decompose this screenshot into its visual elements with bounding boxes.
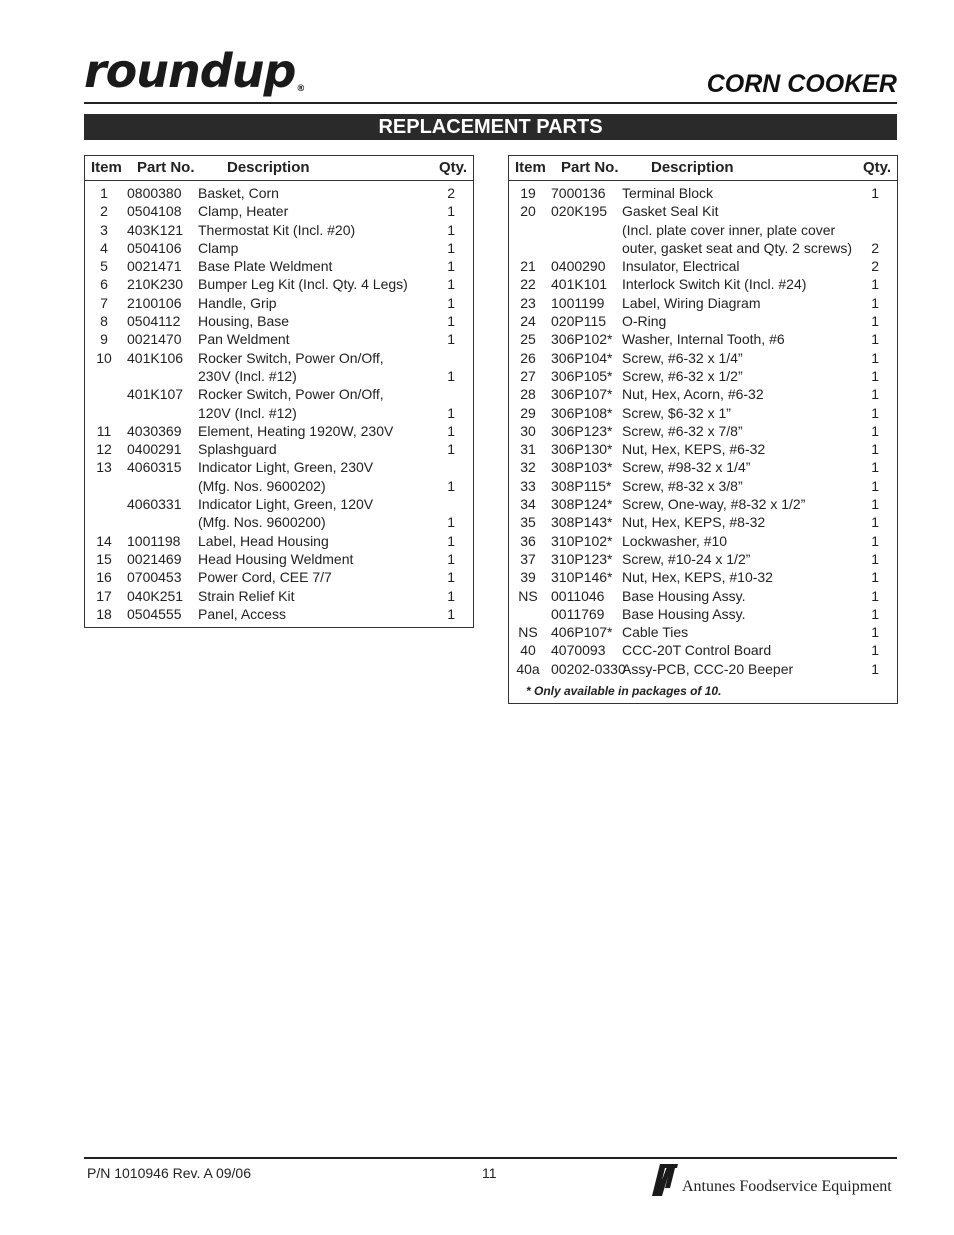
row-part-no: 1001198 [127,532,181,549]
header-qty: Qty. [438,159,467,176]
row-qty: 1 [871,276,879,293]
table-row [509,404,897,422]
parts-table-right [508,155,898,704]
row-qty: 1 [871,660,879,677]
row-description: Base Plate Weldment [198,258,333,275]
row-part-no: 0700453 [127,569,182,586]
table-row [85,239,473,257]
row-part-no: 306P107* [551,386,613,403]
table-row [509,623,897,641]
header-part-no: Part No. [561,159,619,176]
row-item: 17 [96,587,112,604]
parts-table-left [84,155,474,628]
row-item: 39 [520,569,536,586]
row-item: 13 [96,459,112,476]
row-part-no: 308P103* [551,459,613,476]
row-qty: 1 [871,587,879,604]
table-row [509,330,897,348]
row-item: 19 [520,185,536,201]
row-qty: 1 [871,496,879,513]
row-description: Pan Weldment [198,331,290,348]
table-row [85,312,473,330]
row-description: Element, Heating 1920W, 230V [198,422,394,439]
row-part-no: 7000136 [551,185,606,201]
row-qty: 1 [447,331,455,348]
row-qty: 1 [871,514,879,531]
row-qty: 1 [871,367,879,384]
row-item: 22 [520,276,536,293]
table-row [85,587,473,605]
row-description: Screw, #8-32 x 3/8” [622,477,743,494]
roundup-logo [84,44,305,98]
row-part-no: 020K195 [551,203,608,220]
row-part-no: 00202-0330 [551,660,626,677]
row-part-no: 4070093 [551,642,606,659]
row-qty: 1 [871,386,879,403]
row-description: Screw, #6-32 x 1/4” [622,349,743,366]
row-part-no: 4060315 [127,459,182,476]
table-row [85,294,473,312]
table-row [85,550,473,568]
row-qty: 1 [871,349,879,366]
row-part-no: 0011769 [551,605,605,622]
header-qty: Qty. [862,159,891,176]
row-qty: 1 [447,587,455,604]
table-row [509,605,897,623]
table-body [85,181,473,623]
row-item: 40a [516,660,540,677]
table-row [85,202,473,220]
row-part-no: 306P104* [551,349,613,366]
row-qty: 2 [871,239,879,256]
row-item: 5 [100,258,108,275]
row-qty: 1 [871,404,879,421]
table-row [509,495,897,513]
footer-part-number: P/N 1010946 Rev. A 09/06 [87,1165,251,1181]
row-qty: 1 [871,550,879,567]
row-item: 33 [520,477,536,494]
row-description: Interlock Switch Kit (Incl. #24) [622,276,807,293]
row-item: 7 [100,294,108,311]
row-description: Housing, Base [198,313,290,330]
row-description: Bumper Leg Kit (Incl. Qty. 4 Legs) [198,276,408,293]
row-item: 23 [520,294,536,311]
row-item: 26 [520,349,536,366]
row-qty: 1 [447,514,455,531]
row-description: Label, Wiring Diagram [622,294,761,311]
row-description: Splashguard [198,441,277,458]
row-qty: 1 [447,367,455,384]
header-description: Description [651,159,734,176]
row-qty: 1 [871,605,879,622]
row-qty: 1 [871,642,879,659]
row-description: Assy-PCB, CCC-20 Beeper [622,660,794,677]
row-item: 28 [520,386,536,403]
row-description: Screw, #98-32 x 1/4” [622,459,751,476]
row-description: Base Housing Assy. [622,587,746,604]
row-description: Screw, #6-32 x 7/8” [622,422,743,439]
row-item: 10 [96,349,112,366]
row-item: 34 [520,496,536,513]
table-header [509,156,897,181]
row-part-no: 310P102* [551,532,613,549]
row-description: O-Ring [622,313,667,330]
row-qty: 2 [871,258,879,275]
row-part-no: 306P108* [551,404,613,421]
row-part-no: 1001199 [551,294,605,311]
table-row [509,422,897,440]
table-row [85,349,473,386]
table-row [85,568,473,586]
row-part-no: 210K230 [127,276,184,293]
row-item: 29 [520,404,536,421]
row-qty: 1 [447,258,455,275]
row-qty: 2 [447,185,455,201]
table-row [509,641,897,659]
row-description: Insulator, Electrical [622,258,740,275]
row-part-no: 401K101 [551,276,608,293]
table-row [85,184,473,202]
row-qty: 1 [447,294,455,311]
table-row [509,477,897,495]
table-row [509,202,897,257]
table-row [509,312,897,330]
row-qty: 1 [447,276,455,293]
row-description: Screw, One-way, #8-32 x 1/2” [622,496,806,513]
row-part-no: 0400291 [127,441,182,458]
table-body [509,181,897,678]
row-description: Nut, Hex, KEPS, #6-32 [622,441,766,458]
row-description: Nut, Hex, KEPS, #10-32 [622,569,773,586]
row-description: Lockwasher, #10 [622,532,728,549]
row-item: 36 [520,532,536,549]
registered-mark: ® [296,84,305,94]
table-header [85,156,473,181]
row-description: Panel, Access [198,605,286,622]
row-qty: 1 [447,221,455,238]
row-description: Washer, Internal Tooth, #6 [622,331,785,348]
row-part-no: 0504108 [127,203,182,220]
table-row [509,275,897,293]
row-qty: 1 [447,605,455,622]
row-item: 31 [520,441,536,458]
row-part-no: 306P123* [551,422,613,439]
table-row [509,568,897,586]
row-description: Indicator Light, Green, 120V (Mfg. Nos. 9600200) [198,496,374,531]
row-description: Screw, #6-32 x 1/2” [622,367,743,384]
header-description: Description [227,159,310,176]
table-row [509,513,897,531]
row-item: 24 [520,313,536,330]
table-row [85,257,473,275]
logo-text: roundup [84,44,296,98]
section-title: REPLACEMENT PARTS [84,114,897,140]
row-item: 8 [100,313,108,330]
antunes-logo [650,1160,892,1198]
row-qty: 1 [871,624,879,641]
table-row [85,605,473,623]
row-item: 18 [96,605,112,622]
table-row [85,221,473,239]
row-description: Screw, $6-32 x 1” [622,404,731,421]
row-qty: 1 [871,441,879,458]
row-item: 32 [520,459,536,476]
row-item: 20 [520,203,536,220]
table-row [85,458,473,495]
row-description: Power Cord, CEE 7/7 [198,569,332,586]
row-part-no: 306P102* [551,331,613,348]
row-description: Strain Relief Kit [198,587,295,604]
row-part-no: 020P115 [551,313,607,330]
row-qty: 1 [871,331,879,348]
row-item: 2 [100,203,108,220]
row-qty: 1 [447,404,455,421]
row-qty: 1 [871,422,879,439]
row-item: 27 [520,367,536,384]
table-row [85,275,473,293]
row-qty: 1 [447,239,455,256]
row-qty: 1 [871,185,879,201]
company-name: Antunes Foodservice Equipment [682,1178,892,1195]
row-item: NS [518,587,538,604]
table-row [509,440,897,458]
row-part-no: 306P130* [551,441,613,458]
row-part-no: 308P124* [551,496,613,513]
row-description: Clamp, Heater [198,203,289,220]
row-part-no: 0021469 [127,550,182,567]
table-row [509,550,897,568]
row-item: 21 [520,258,536,275]
row-part-no: 0021471 [127,258,182,275]
row-part-no: 4030369 [127,422,182,439]
row-qty: 1 [871,477,879,494]
row-part-no: 308P115* [551,477,612,494]
table-row [509,367,897,385]
row-part-no: 0504112 [127,313,181,330]
row-item: 40 [520,642,536,659]
table-row [509,458,897,476]
row-description: Cable Ties [622,624,689,641]
table-row [85,532,473,550]
row-part-no: 2100106 [127,294,182,311]
table-row [85,440,473,458]
row-item: 11 [96,422,112,439]
row-part-no: 310P123* [551,550,613,567]
row-qty: 1 [447,477,455,494]
page-number: 11 [482,1165,497,1181]
row-description: Label, Head Housing [198,532,329,549]
row-item: 35 [520,514,536,531]
header-divider [84,102,897,104]
row-description: Head Housing Weldment [198,550,354,567]
row-description: Handle, Grip [198,294,277,311]
row-description: Thermostat Kit (Incl. #20) [198,221,356,238]
row-qty: 1 [871,459,879,476]
row-item: 3 [100,221,108,238]
row-description: Rocker Switch, Power On/Off, 230V (Incl. #12) [198,349,384,384]
row-item: 12 [96,441,112,458]
footer-divider [84,1157,897,1159]
table-row [509,385,897,403]
table-row [509,587,897,605]
row-qty: 1 [447,441,455,458]
header-item: Item [91,159,122,176]
row-part-no: 401K107 [127,386,184,403]
row-description: Gasket Seal Kit (Incl. plate cover inner, plate cover outer, gasket seat and Qty. 2 screws) [622,203,853,256]
table-row [85,330,473,348]
row-qty: 1 [447,313,455,330]
row-description: Clamp [198,239,239,256]
table-row [509,532,897,550]
row-part-no: 308P143* [551,514,613,531]
row-qty: 1 [447,550,455,567]
row-item: 30 [520,422,536,439]
row-item: 6 [100,276,108,293]
footnote: * Only available in packages of 10. [526,684,722,699]
row-description: Rocker Switch, Power On/Off, 120V (Incl. #12) [198,386,384,421]
table-row [509,257,897,275]
row-item: 15 [96,550,112,567]
row-part-no: 403K121 [127,221,184,238]
table-row [509,660,897,678]
table-row [509,294,897,312]
table-row [85,495,473,532]
row-item: 14 [96,532,112,549]
row-description: Base Housing Assy. [622,605,746,622]
row-qty: 1 [871,313,879,330]
row-part-no: 0800380 [127,185,182,201]
header-item: Item [515,159,546,176]
row-part-no: 0504555 [127,605,182,622]
row-item: 37 [520,550,536,567]
table-row [85,385,473,422]
row-part-no: 0400290 [551,258,606,275]
row-description: Basket, Corn [198,185,279,201]
row-qty: 1 [447,422,455,439]
row-part-no: 040K251 [127,587,184,604]
row-description: Terminal Block [622,185,714,201]
row-description: Nut, Hex, KEPS, #8-32 [622,514,766,531]
row-qty: 1 [871,569,879,586]
row-item: NS [518,624,538,641]
row-item: 1 [100,185,108,201]
row-description: Nut, Hex, Acorn, #6-32 [622,386,764,403]
row-part-no: 406P107* [551,624,613,641]
row-description: Screw, #10-24 x 1/2” [622,550,751,567]
row-qty: 1 [447,203,455,220]
product-title: CORN COOKER [706,70,897,98]
row-qty: 1 [871,532,879,549]
table-row [85,422,473,440]
row-part-no: 401K106 [127,349,184,366]
row-item: 16 [96,569,112,586]
row-part-no: 310P146* [551,569,613,586]
row-part-no: 4060331 [127,496,182,513]
table-row [509,184,897,202]
row-part-no: 0021470 [127,331,182,348]
row-description: Indicator Light, Green, 230V (Mfg. Nos. 9600202) [198,459,374,494]
row-item: 9 [100,331,108,348]
row-item: 4 [100,239,108,256]
row-part-no: 0504106 [127,239,182,256]
row-item: 25 [520,331,536,348]
row-qty: 1 [871,294,879,311]
row-part-no: 0011046 [551,587,605,604]
antunes-mark-icon [650,1160,680,1198]
row-part-no: 306P105* [551,367,613,384]
row-description: CCC-20T Control Board [622,642,772,659]
header-part-no: Part No. [137,159,195,176]
row-qty: 1 [447,569,455,586]
row-qty: 1 [447,532,455,549]
table-row [509,349,897,367]
